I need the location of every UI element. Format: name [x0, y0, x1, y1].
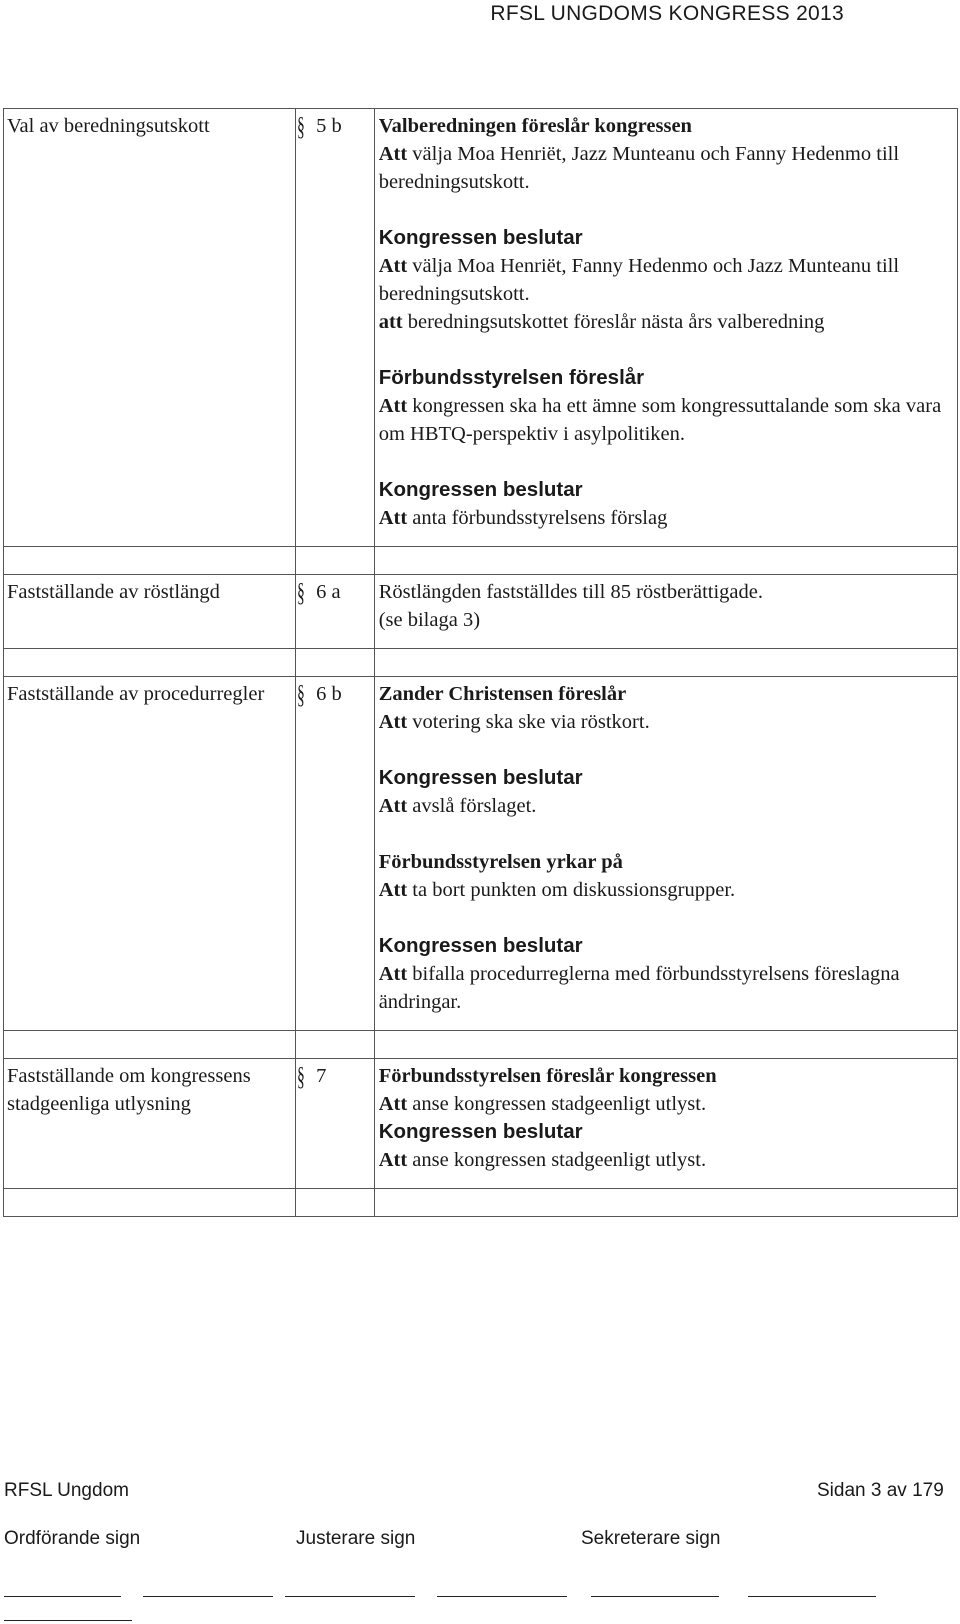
paragraph: Röstlängden fastställdes till 85 röstberättigade.: [378, 581, 763, 603]
footer-page-number: Sidan 3 av 179: [817, 1480, 944, 1501]
agenda-item: Fastställande om kongressens stadgeenliga utlysning: [4, 1059, 296, 1189]
paragraph: Att anse kongressen stadgeenligt utlyst.: [378, 1149, 707, 1171]
paragraph-heading: Kongressen beslutar: [378, 1120, 583, 1143]
decision-cell: [374, 677, 957, 1031]
paragraph: Att bifalla procedurreglerna med förbundsstyrelsens föreslagna ändringar.: [378, 963, 900, 1013]
section-cell: [296, 575, 375, 649]
section-number: 5 b: [316, 115, 342, 137]
decision-cell: [374, 575, 957, 649]
paragraph-heading: Förbundsstyrelsen föreslår: [378, 366, 645, 389]
decision-cell: [374, 1059, 957, 1189]
paragraph-heading: Kongressen beslutar: [378, 766, 583, 789]
paragraph: Att avslå förslaget.: [378, 795, 537, 817]
page-header: [0, 0, 960, 27]
table-row: [4, 1059, 958, 1189]
header-title: RFSL UNGDOMS KONGRESS 2013: [490, 2, 844, 25]
agenda-item: Fastställande av röstlängd: [4, 575, 296, 649]
paragraph: Att votering ska ske via röstkort.: [378, 711, 650, 733]
section-sign-icon: §: [297, 578, 305, 607]
sign-label-chair: Ordförande sign: [4, 1528, 141, 1549]
paragraph-heading: Kongressen beslutar: [378, 934, 583, 957]
paragraph: Att kongressen ska ha ett ämne som kongressuttalande som ska vara om HBTQ-perspektiv i asylpolitiken.: [378, 395, 942, 445]
signature-line: [748, 1596, 876, 1597]
table-row: [4, 575, 958, 649]
signature-line: [285, 1596, 415, 1597]
minutes-table: [3, 108, 958, 1217]
paragraph-heading: Valberedningen föreslår kongressen: [378, 115, 692, 137]
paragraph: Att anta förbundsstyrelsens förslag: [378, 507, 668, 529]
paragraph-heading: Zander Christensen föreslår: [378, 683, 627, 705]
spacer-row: [4, 1031, 958, 1059]
paragraph: Att ta bort punkten om diskussionsgrupper.: [378, 879, 736, 901]
section-number: 6 b: [316, 683, 342, 705]
paragraph: (se bilaga 3): [378, 609, 481, 631]
section-sign-icon: §: [297, 112, 305, 141]
signature-line: [4, 1620, 132, 1621]
paragraph: Att anse kongressen stadgeenligt utlyst.: [378, 1093, 707, 1115]
paragraph-heading: Kongressen beslutar: [378, 226, 583, 249]
signature-line: [4, 1596, 121, 1597]
section-number: 7: [316, 1065, 327, 1087]
paragraph: att beredningsutskottet föreslår nästa års valberedning: [378, 311, 825, 333]
section-sign-icon: §: [297, 680, 305, 709]
paragraph: Att välja Moa Henriët, Fanny Hedenmo och Jazz Munteanu till beredningsutskott.: [378, 255, 900, 305]
paragraph: [379, 112, 953, 140]
paragraph: Att välja Moa Henriët, Jazz Munteanu och Fanny Hedenmo till beredningsutskott.: [378, 143, 900, 193]
sign-label-secretary: Sekreterare sign: [581, 1528, 721, 1549]
decision-cell: [374, 109, 957, 547]
table-row: [4, 109, 958, 547]
signature-line: [437, 1596, 567, 1597]
section-number: 6 a: [316, 581, 341, 603]
agenda-item: Fastställande av procedurregler: [4, 677, 296, 1031]
table-row: [4, 677, 958, 1031]
paragraph-heading: Kongressen beslutar: [378, 478, 583, 501]
spacer-row: [4, 1189, 958, 1217]
section-cell: [296, 677, 375, 1031]
section-sign-icon: §: [297, 1062, 305, 1091]
agenda-item: Val av beredningsutskott: [4, 109, 296, 547]
sign-label-adjuster: Justerare sign: [296, 1528, 416, 1549]
paragraph-heading: Förbundsstyrelsen föreslår kongressen: [378, 1065, 717, 1087]
section-cell: [296, 1059, 375, 1189]
spacer-row: [4, 547, 958, 575]
section-cell: [296, 109, 375, 547]
signature-line: [143, 1596, 273, 1597]
paragraph-heading: Förbundsstyrelsen yrkar på: [378, 851, 623, 873]
spacer-row: [4, 649, 958, 677]
footer-org: RFSL Ungdom: [4, 1480, 129, 1501]
signature-line: [591, 1596, 719, 1597]
